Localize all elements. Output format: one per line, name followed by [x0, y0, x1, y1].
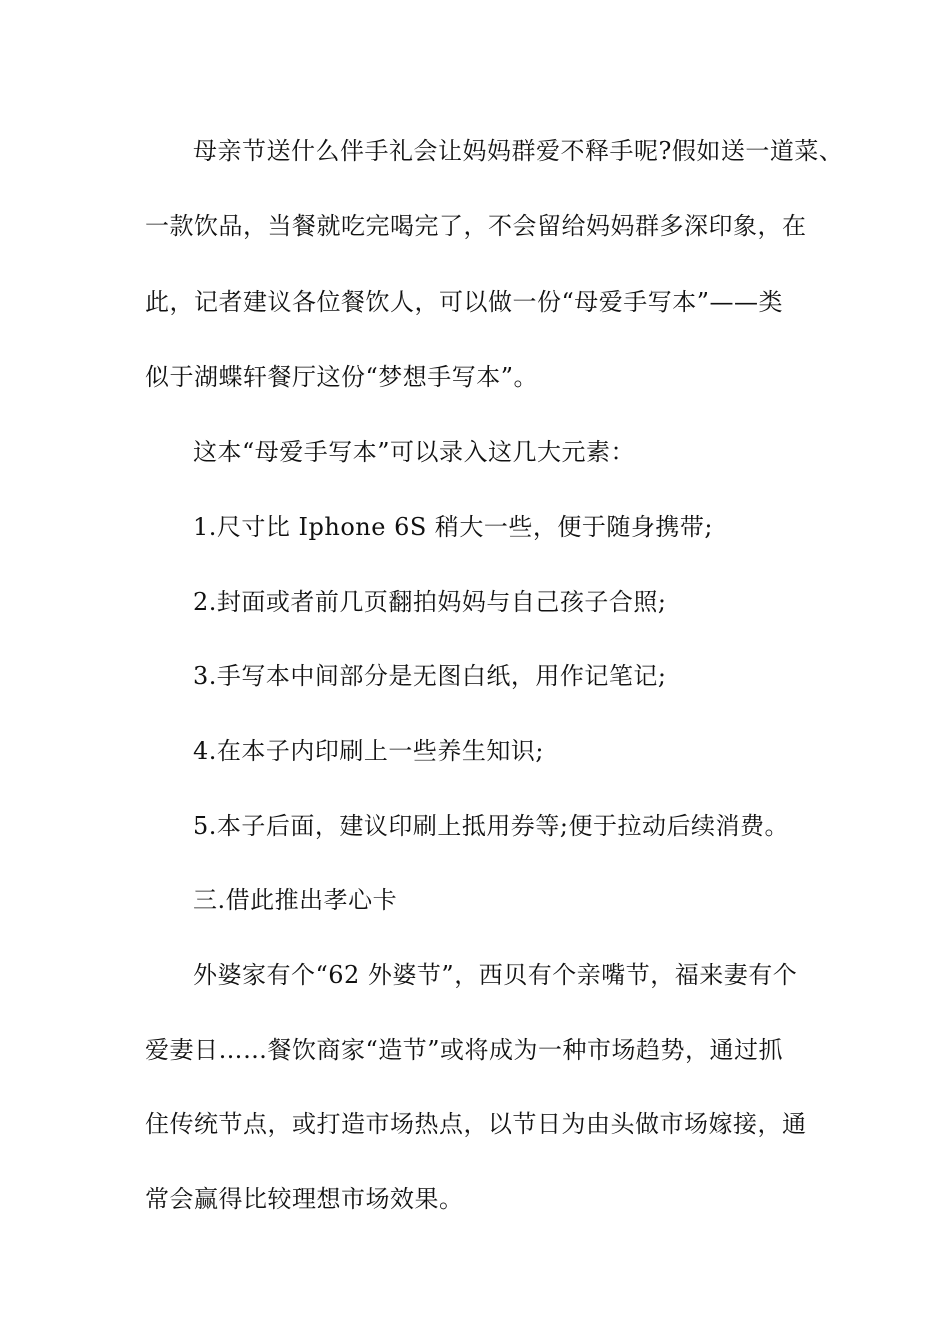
paragraph-3-line-2: 爱妻日……餐饮商家“造节”或将成为一种市场趋势，通过抓 — [145, 1036, 784, 1064]
paragraph-3-line-1: 外婆家有个“62 外婆节”，西贝有个亲嘴节，福来妻有个 — [193, 961, 798, 989]
section-heading: 三.借此推出孝心卡 — [193, 886, 398, 914]
paragraph-1-line-4: 似于湖蝶轩餐厅这份“梦想手写本”。 — [145, 363, 539, 391]
paragraph-1-line-2: 一款饮品，当餐就吃完喝完了，不会留给妈妈群多深印象，在 — [145, 212, 807, 240]
list-item-5: 5.本子后面，建议印刷上抵用券等;便于拉动后续消费。 — [193, 812, 789, 840]
list-item-1: 1.尺寸比 Iphone 6S 稍大一些，便于随身携带; — [193, 513, 713, 541]
paragraph-3-line-3: 住传统节点，或打造市场热点，以节日为由头做市场嫁接，通 — [145, 1110, 807, 1138]
paragraph-2: 这本“母爱手写本”可以录入这几大元素： — [193, 438, 636, 466]
list-item-2: 2.封面或者前几页翻拍妈妈与自己孩子合照; — [193, 588, 667, 616]
paragraph-1-line-1: 母亲节送什么伴手礼会让妈妈群爱不释手呢?假如送一道菜、 — [193, 137, 844, 165]
paragraph-1-line-3: 此，记者建议各位餐饮人，可以做一份“母爱手写本”——类 — [145, 288, 784, 316]
paragraph-3-line-4: 常会赢得比较理想市场效果。 — [145, 1185, 464, 1213]
list-item-3: 3.手写本中间部分是无图白纸，用作记笔记; — [193, 662, 667, 690]
list-item-4: 4.在本子内印刷上一些养生知识; — [193, 737, 544, 765]
